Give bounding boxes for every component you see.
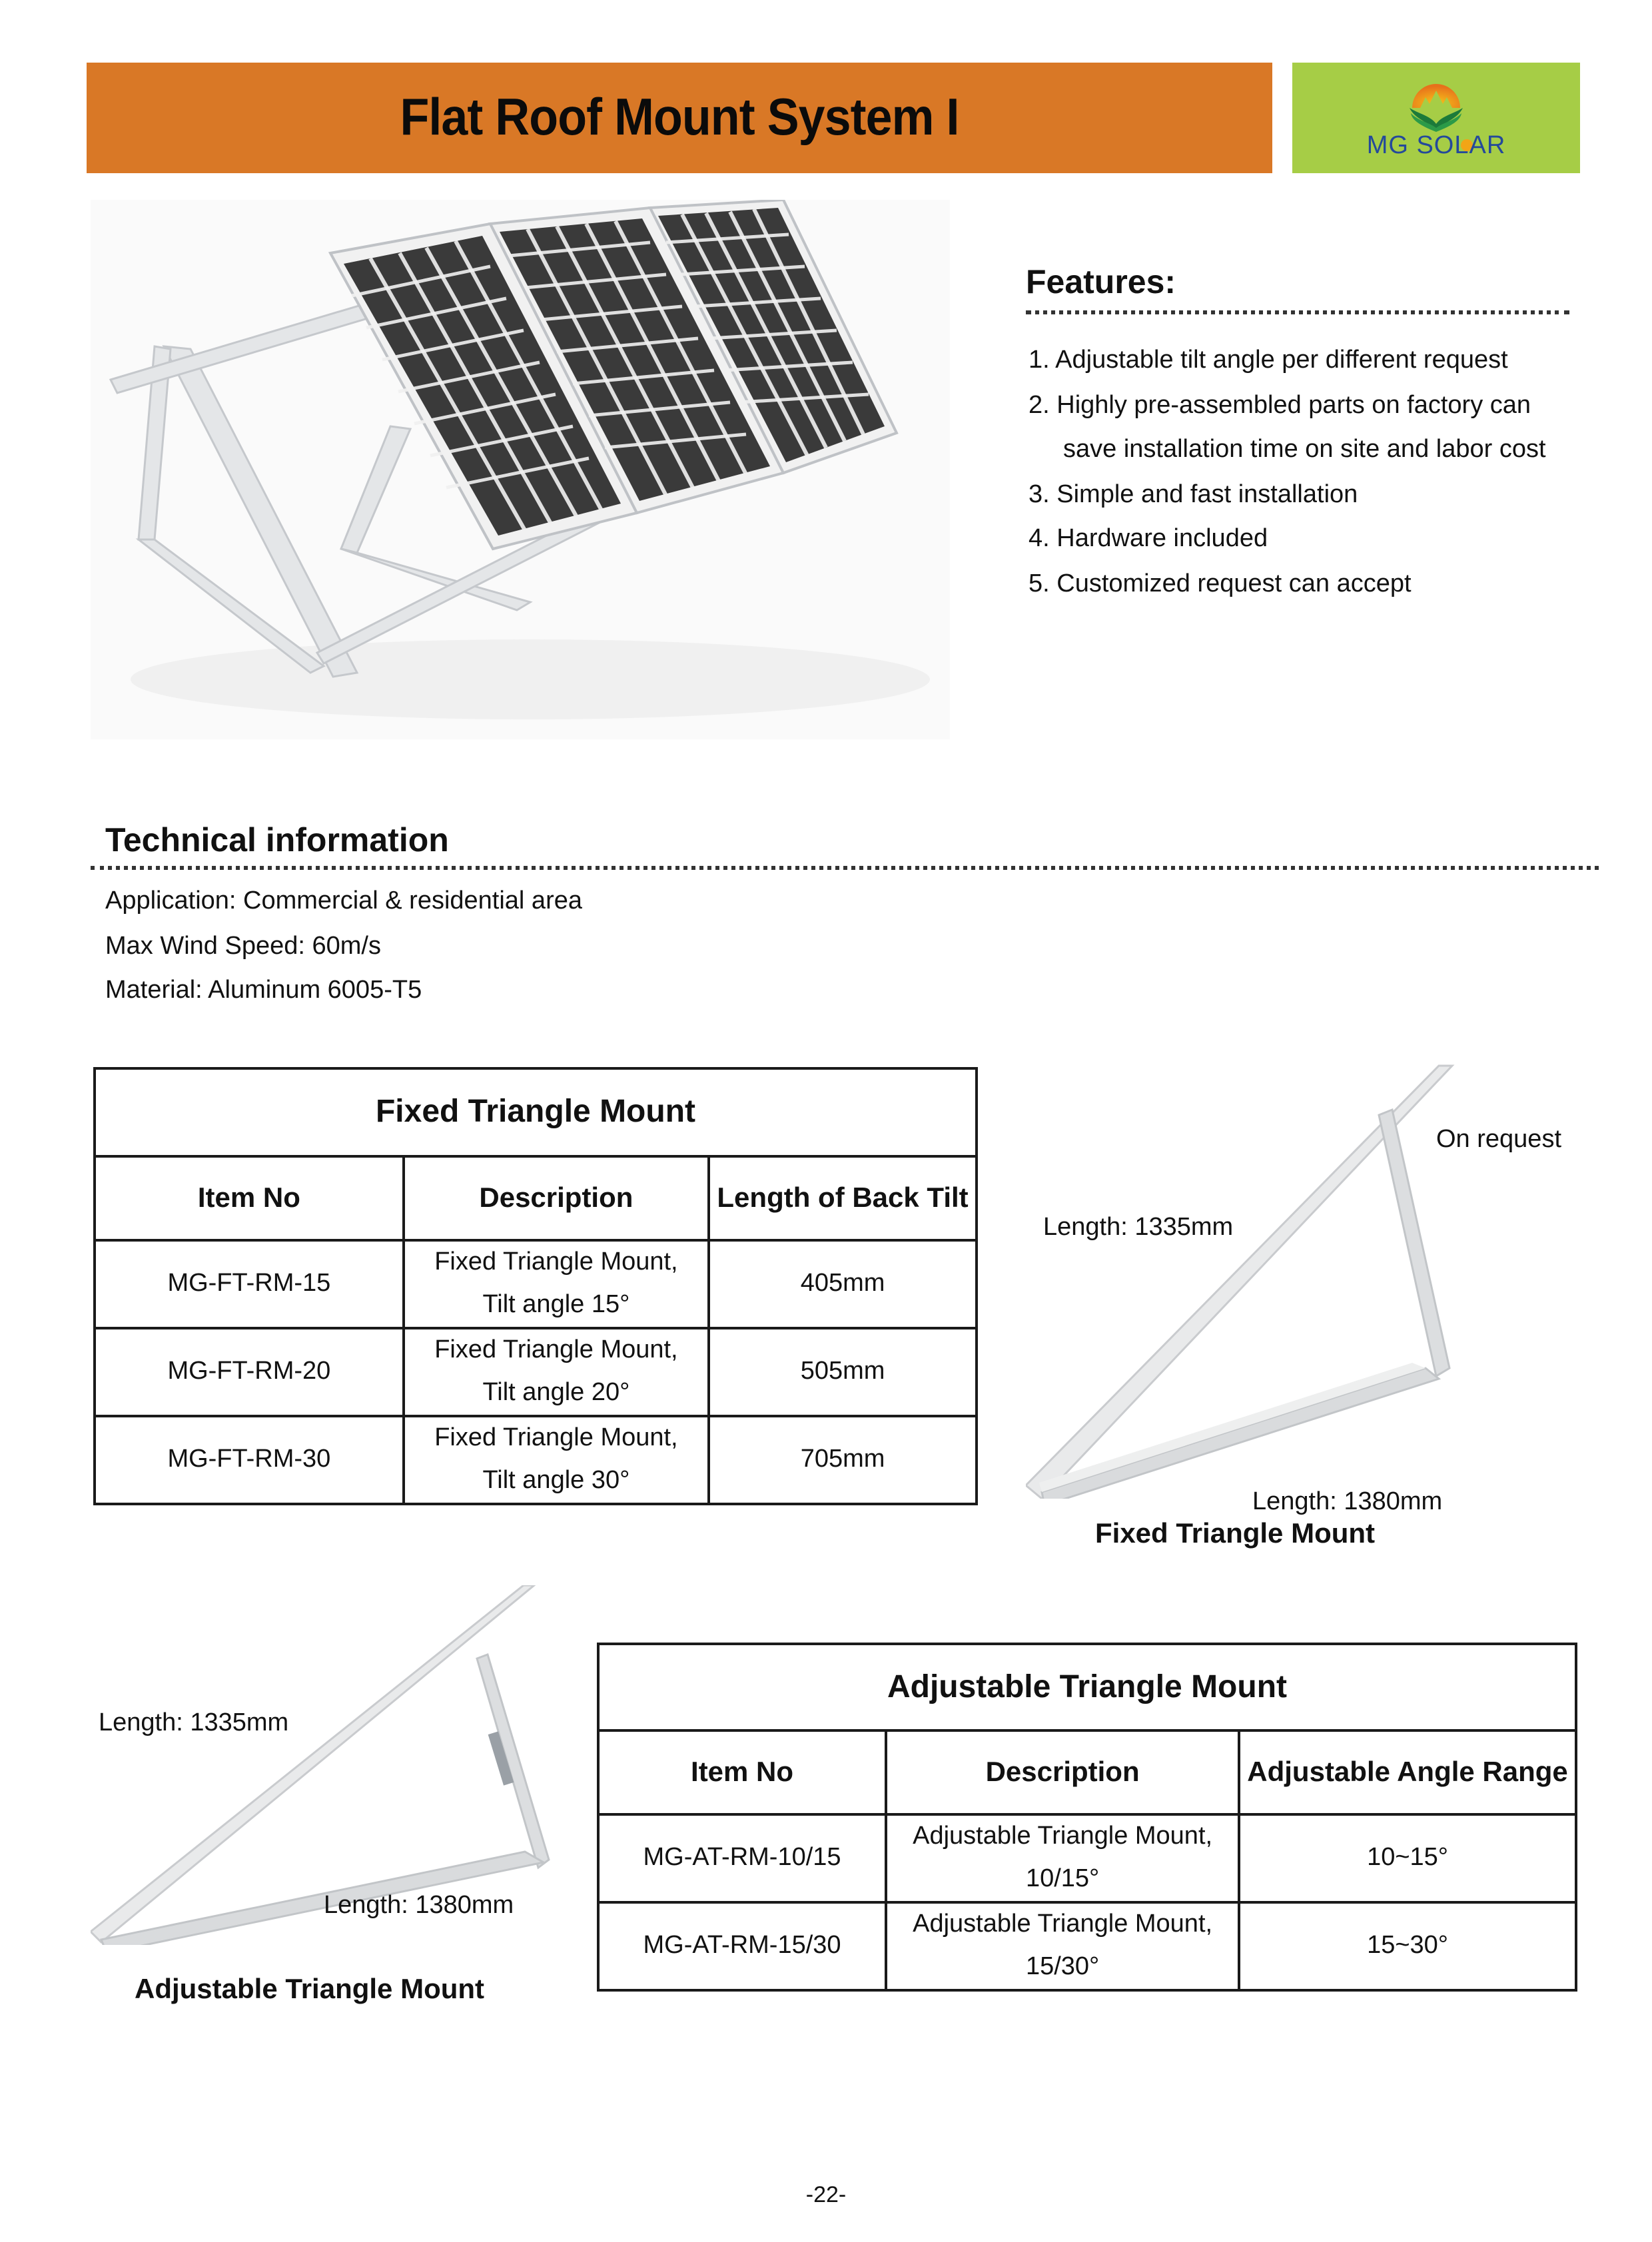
fixed-triangle-table <box>93 1067 978 1505</box>
table-row <box>95 1416 977 1504</box>
feature-item-continuation: save installation time on site and labor cost <box>1063 436 1546 464</box>
technical-heading: Technical information <box>105 822 449 859</box>
label-base: Length: 1380mm <box>1252 1488 1443 1516</box>
brand-logo <box>1292 63 1580 173</box>
item-no: MG-AT-RM-15/30 <box>598 1902 886 1990</box>
feature-item: 5. Customized request can accept <box>1029 569 1412 597</box>
feature-item: 3. Simple and fast installation <box>1029 480 1358 508</box>
solar-panel-mount-illustration <box>91 200 950 739</box>
features-divider <box>1026 310 1569 314</box>
description-line: Tilt angle 20° <box>482 1379 630 1407</box>
angle-range: 15~30° <box>1239 1902 1576 1990</box>
table-row <box>598 1902 1576 1990</box>
spec-material: Material: Aluminum 6005-T5 <box>105 976 422 1004</box>
description <box>404 1240 709 1328</box>
description-line: Fixed Triangle Mount, <box>434 1424 678 1452</box>
description-line: 10/15° <box>1025 1865 1100 1893</box>
feature-item: 4. Hardware included <box>1029 525 1268 553</box>
adjustable-bracket-illustration <box>91 1585 570 1945</box>
spec-wind-speed: Max Wind Speed: 60m/s <box>105 932 381 960</box>
adjustable-triangle-table <box>597 1643 1577 1992</box>
adjustable-label-long-side: Length: 1335mm <box>99 1709 289 1737</box>
table-row <box>95 1328 977 1416</box>
title-bar <box>87 63 1272 173</box>
description <box>886 1814 1239 1902</box>
feature-item: 1. Adjustable tilt angle per different request <box>1029 346 1508 374</box>
column-header-item-no: Item No <box>598 1730 886 1814</box>
technical-divider <box>91 866 1599 870</box>
column-header-item-no: Item No <box>95 1156 404 1240</box>
description <box>404 1416 709 1504</box>
technical-specs <box>105 879 582 1013</box>
item-no: MG-FT-RM-30 <box>95 1416 404 1504</box>
page-title: Flat Roof Mount System I <box>400 89 959 146</box>
description-line: Tilt angle 15° <box>482 1291 630 1319</box>
label-on-request: On request <box>1436 1126 1561 1154</box>
fixed-diagram-caption: Fixed Triangle Mount <box>1095 1519 1376 1549</box>
page-number: -22- <box>805 2182 847 2207</box>
description <box>404 1328 709 1416</box>
item-no: MG-AT-RM-10/15 <box>598 1814 886 1902</box>
description-line: Fixed Triangle Mount, <box>434 1248 678 1276</box>
table-caption: Fixed Triangle Mount <box>95 1068 977 1156</box>
column-header-angle-range: Adjustable Angle Range <box>1239 1730 1576 1814</box>
description-line: Fixed Triangle Mount, <box>434 1336 678 1364</box>
label-long-side: Length: 1335mm <box>1043 1214 1234 1242</box>
item-no: MG-FT-RM-15 <box>95 1240 404 1328</box>
back-tilt-length: 705mm <box>709 1416 977 1504</box>
spec-application: Application: Commercial & residential area <box>105 887 582 915</box>
triangle-bracket-illustration <box>1026 1059 1585 1499</box>
feature-item: 2. Highly pre-assembled parts on factory can <box>1029 391 1531 419</box>
logo-text: MG SOLAR <box>1366 132 1506 160</box>
description <box>886 1902 1239 1990</box>
description-line: Tilt angle 30° <box>482 1467 630 1495</box>
adjustable-triangle-diagram <box>91 1585 570 1945</box>
table-row <box>598 1814 1576 1902</box>
back-tilt-length: 505mm <box>709 1328 977 1416</box>
description-line: Adjustable Triangle Mount, <box>913 1822 1213 1850</box>
table-row <box>95 1240 977 1328</box>
adjustable-label-base: Length: 1380mm <box>324 1892 514 1920</box>
back-tilt-length: 405mm <box>709 1240 977 1328</box>
description-line: 15/30° <box>1025 1953 1100 1981</box>
item-no: MG-FT-RM-20 <box>95 1328 404 1416</box>
fixed-triangle-diagram <box>1026 1059 1585 1516</box>
column-header-description: Description <box>404 1156 709 1240</box>
features-heading: Features: <box>1026 264 1176 301</box>
column-header-back-tilt: Length of Back Tilt <box>709 1156 977 1240</box>
features-list <box>1029 338 1546 606</box>
table-caption: Adjustable Triangle Mount <box>598 1644 1576 1730</box>
angle-range: 10~15° <box>1239 1814 1576 1902</box>
adjustable-diagram-caption: Adjustable Triangle Mount <box>135 1974 485 2005</box>
description-line: Adjustable Triangle Mount, <box>913 1910 1213 1938</box>
column-header-description: Description <box>886 1730 1239 1814</box>
